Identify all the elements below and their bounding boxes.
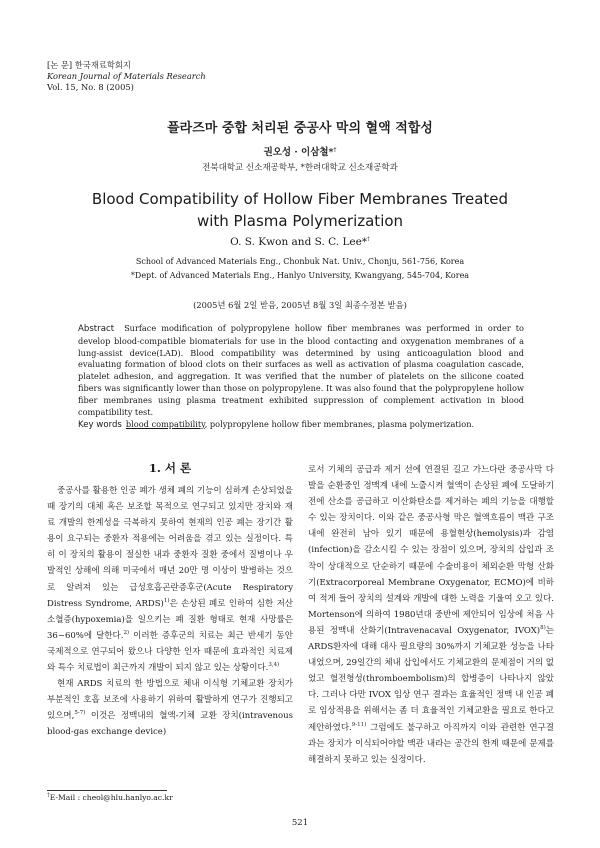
citation: 9-11)	[351, 721, 367, 728]
corresponding-mark-en: †	[367, 236, 370, 243]
affiliation-english-line2: *Dept. of Advanced Materials Eng., Hanlyo University, Kwangyang, 545-704, Korea	[130, 271, 470, 280]
abstract-label: Abstract	[78, 324, 115, 334]
authors-korean	[0, 144, 600, 158]
title-english-line1: Blood Compatibility of Hollow Fiber Membranes Treated	[91, 190, 509, 208]
authors-english-names: O. S. Kwon and S. C. Lee*	[230, 236, 368, 248]
citation: 1)	[163, 597, 170, 604]
paragraph	[308, 462, 554, 768]
keyword-underlined: blood compatibility	[125, 419, 205, 429]
body-column-right	[308, 462, 554, 768]
journal-volume: Vol. 15, No. 8 (2005)	[47, 82, 134, 92]
citation: 2)	[123, 630, 130, 637]
journal-name-en: Korean Journal of Materials Research	[47, 71, 206, 81]
footnote-divider	[47, 790, 167, 791]
keywords-label: Key words	[78, 420, 122, 430]
citation: 8)	[540, 625, 546, 632]
footnote	[47, 793, 173, 802]
journal-header	[47, 60, 206, 93]
footnote-email: E-Mail : cheol@hlu.hanlyo.ac.kr	[49, 793, 173, 802]
citation: 5-7)	[74, 710, 86, 717]
text-run: 이것은 정맥내의 혈액-기체 교환 장치(intravenous blood-gas exchange device)	[47, 711, 293, 738]
title-english-line2: with Plasma Polymerization	[196, 212, 404, 230]
text-run: 로서 기체의 공급과 제거 선에 연결된 길고 가느다란 중공사막 다발을 순환중인 정맥계 내에 노출시켜 혈액이 손상된 폐에 도달하기 전에 산소를 공급하고 이산화탄소를 제거하는 폐의 기능을 대행할 수 있는 장치이다. 이와 같은 중공사형 막은 혈액흐름이 맥관 구조 내에 완전히 남아 있기 때문에 용혈현상(hemolysis)과 감염(infection)을 감소시킬 수 있는 장점이 있으며, 장치의 삽입과 조작이 상대적으로 단순하기 때문에 수술비용이 체외순환 막형 산화기(Extracorporeal Membrane Oxygenator, ECMO)에 비하여 적게 들어 장치의 설계와 개발에 대한 노력을 기울여 오고 있다. Mortenson에 의하여 1980년대 중반에 제안되어 임상에 처음 사용된 정맥내 산화기(Intravenacaval Oxygenator, IVOX)	[308, 465, 554, 636]
paragraph	[47, 483, 293, 676]
body-column-left	[47, 458, 293, 741]
text-run: 그럼에도 불구하고 아직까지 이와 관련한 연구결과는 장치가 이식되어야할 맥관 내라는 공간의 한계 때문에 문제를 해결하지 못하고 있는 실정이다.	[308, 722, 554, 765]
section-heading-introduction: 1. 서 론	[148, 461, 192, 475]
citation: 3,4)	[268, 662, 280, 669]
text-run: 이러한 증후군의 치료는 최근 반세기 동안 국제적으로 연구되어 왔으나 다양한 인자 때문에 효과적인 치료제와 특수 치료법이 최근까지 개발이 되지 않고 있는 상황이다.	[47, 630, 293, 674]
title-korean: 플라즈마 중합 처리된 중공사 막의 혈액 적합성	[167, 121, 433, 136]
corresponding-mark-kr: †	[333, 146, 337, 153]
page-number: 521	[291, 818, 309, 828]
text-run: 는 ARDS환자에 대해 대사 필요량의 30%까지 기체교환 성능을 나타내었으며, 29일간의 체내 삽입에서도 기체교환의 문제점이 거의 없었고 혈전형성(thromboembolism)의 합병증이 나타나지 않았다. 그러나 다만 IVOX 임상 연구 결과는 효율적인 정맥 내 인공 폐로 임상적용을 위해서는 좀 더 효율적인 기체교환을 필요로 한다고 제안하였다.	[308, 625, 554, 733]
title-english	[60, 188, 540, 232]
affiliation-english	[0, 255, 600, 283]
text-run: 은 손상된 폐로 인하여 심한 저산소혈증(hypoxemia)을 일으키는 폐 질환 형태로 현재 사망률은 36~60%에 달한다.	[47, 598, 293, 641]
paragraph	[47, 676, 293, 740]
affiliation-english-line1: School of Advanced Materials Eng., Chonbuk Nat. Univ., Chonju, 561-756, Korea	[135, 257, 465, 266]
abstract	[78, 323, 524, 418]
text-run: 중공사를 활용한 인공 폐가 생체 폐의 기능이 심하게 손상되었을 때 장기의 대체 혹은 보조할 목적으로 연구되고 있지만 장치와 재료 개발의 한계성을 극복하지 못하여 현재의 인공 폐는 장기간 활용이 요구되는 중환자 적용에는 어려움을 겪고 있는 실정이다. 특히 이 장치의 활용이 절실한 내과 중환자 질환 중에서 질병이나 우발적인 상해에 의해 미국에서 매년 20만 명 이상이 발병하는 것으로 알려져 있는 급성호흡곤란증후군(Acute Respiratory Distress Syndrome, ARDS)	[47, 486, 293, 609]
authors-korean-names: 권오성 · 이삼철*	[263, 147, 334, 158]
authors-english	[0, 236, 600, 248]
received-dates: (2005년 6월 2일 받음, 2005년 8월 3일 최종수정본 받음)	[193, 300, 407, 310]
affiliation-korean: 전북대학교 신소재공학부, *한려대학교 신소재공학과	[202, 163, 398, 173]
abstract-text: Surface modification of polypropylene hollow fiber membranes was performed in order to develop blood-compatible biomaterials for use in the blood contacting and oxygenation membranes of a lung-assist device(LAD). Blood compatibility was determined by using anticoagulation blood and evaluating formation of blood clots on their surfaces as well as activation of plasma coagulation cascade, platelet adhesion, and aggregation. It was verified that the number of platelets on the silicone coated fibers was significantly lower than those on polypropylene. It was also found that the polypropylene hollow fiber membranes using plasma treatment exhibited suppression of complement activation in blood compatibility test.	[78, 323, 524, 417]
footnote-mark: †	[47, 792, 50, 799]
keywords-rest: , polypropylene hollow fiber membranes, plasma polymerization.	[204, 419, 475, 429]
text-run: 현재 ARDS 치료의 한 방법으로 체내 이식형 기체교환 장치가 부분적인 호흡 보조에 사용하기 위하여 활발하게 연구가 진행되고 있으며,	[47, 679, 293, 722]
keywords	[78, 419, 524, 430]
journal-name-kr: [논 문] 한국재료학회지	[47, 60, 131, 70]
